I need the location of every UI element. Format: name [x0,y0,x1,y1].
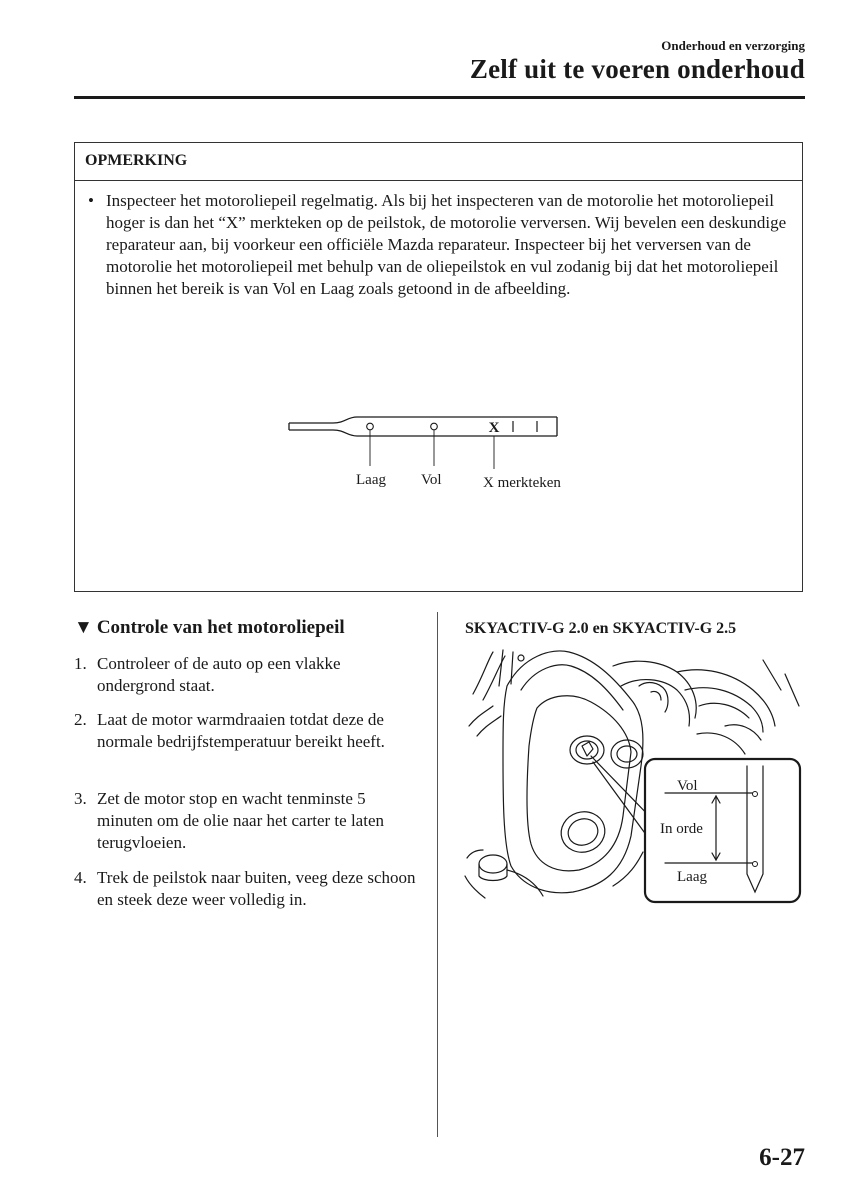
engine-heading: SKYACTIV-G 2.0 en SKYACTIV-G 2.5 [465,620,737,637]
step-text: Zet de motor stop en wacht tenminste 5 minuten om de olie naar het carter te laten terugvloeien. [97,789,384,852]
header-divider [74,96,805,99]
step-number: 2. [74,710,87,729]
label-in-orde: In orde [660,821,703,837]
step-number: 1. [74,654,87,673]
engine-diagram [463,646,805,908]
step-text: Trek de peilstok naar buiten, veeg deze schoon en steek deze weer volledig in. [97,868,416,909]
dipstick-diagram [285,411,585,511]
step-3 [74,788,419,854]
page-number: 6-27 [759,1144,805,1171]
note-box [74,142,803,592]
column-divider [437,612,438,1137]
label-vol: Vol [677,778,698,794]
step-number: 4. [74,868,87,887]
step-4 [74,867,419,911]
triangle-marker-icon: ▼ [74,617,93,638]
step-text: Laat de motor warmdraaien totdat deze de normale bedrijfstemperatuur bereikt heeft. [97,710,385,751]
step-1 [74,653,419,697]
full-mark-icon [431,423,438,430]
section-heading [74,617,345,639]
section-heading-text: Controle van het motoroliepeil [96,617,345,638]
note-bullet-item [88,190,798,300]
note-heading: OPMERKING [75,143,802,181]
section-label: Onderhoud en verzorging [661,38,805,53]
low-mark-icon [753,862,758,867]
label-laag: Laag [356,472,386,488]
low-mark-icon [367,423,374,430]
label-vol: Vol [421,472,442,488]
x-mark: X [488,420,500,436]
page-title: Zelf uit te voeren onderhoud [469,54,805,84]
full-mark-icon [753,792,758,797]
label-x-merkteken: X merkteken [483,475,561,491]
bullet-marker: • [88,191,94,210]
step-text: Controleer of de auto op een vlakke ondergrond staat. [97,654,341,695]
step-number: 3. [74,789,87,808]
note-text: Inspecteer het motoroliepeil regelmatig. Als bij het inspecteren van de motorolie het motoroliepeil hoger is dan het “X” merkteken op de peilstok, de motorolie verversen. Wij bevelen een deskundige reparateur aan, bij voorkeur een officiële Mazda reparateur. Inspecteer bij het verversen van de motorolie het motoroliepeil met behulp van de oliepeilstok en vul zodanig bij dat het motoroliepeil binnen het bereik is van Vol en Laag zoals getoond in de afbeelding. [106,191,787,298]
label-laag: Laag [677,869,707,885]
step-2 [74,709,419,753]
